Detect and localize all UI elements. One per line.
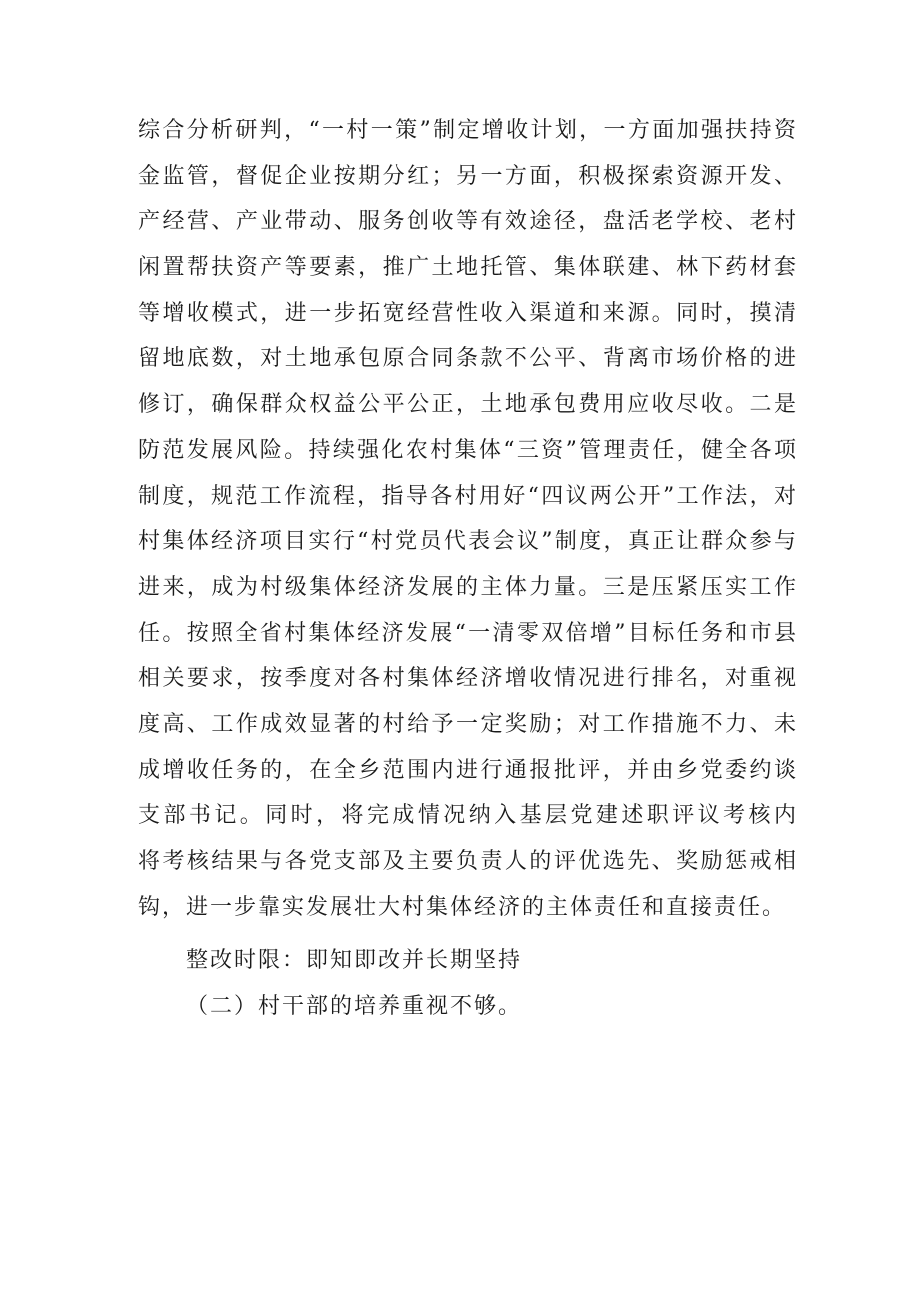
paragraph-line-13: 相关要求，按季度对各村集体经济增收情况进行排名，对重视	[138, 666, 798, 692]
paragraph-line-16: 支部书记。同时，将完成情况纳入基层党建述职评议考核内	[138, 803, 798, 829]
paragraph-line-10: 村集体经济项目实行“村党员代表会议”制度，真正让群众参与	[138, 529, 798, 555]
paragraph-line-14: 度高、工作成效显著的村给予一定奖励；对工作措施不力、未	[138, 711, 798, 737]
paragraph-line-17: 将考核结果与各党支部及主要负责人的评优选先、奖励惩戒相	[138, 849, 798, 874]
paragraph-line-8: 防范发展风险。持续强化农村集体“三资”管理责任，健全各项	[138, 437, 798, 463]
paragraph-line-5: 等增收模式，进一步拓宽经营性收入渠道和来源。同时，摸清	[138, 300, 798, 326]
paragraph-line-15: 成增收任务的，在全乡范围内进行通报批评，并由乡党委约谈	[138, 757, 798, 783]
paragraph-line-3: 产经营、产业带动、服务创收等有效途径，盘活老学校、老村	[138, 209, 798, 235]
paragraph-line-9: 制度，规范工作流程，指导各村用好“四议两公开”工作法，对	[138, 483, 798, 509]
paragraph-line-6: 留地底数，对土地承包原合同条款不公平、背离市场价格的进	[138, 346, 798, 372]
paragraph-line-12: 任。按照全省村集体经济发展“一清零双倍增”目标任务和市县	[138, 620, 798, 646]
paragraph-line-1: 综合分析研判，“一村一策”制定增收计划，一方面加强扶持资	[138, 118, 798, 143]
paragraph-line-4: 闲置帮扶资产等要素，推广土地托管、集体联建、林下药材套	[138, 255, 798, 281]
paragraph-line-18: 钩，进一步靠实发展壮大村集体经济的主体责任和直接责任。	[138, 894, 787, 920]
paragraph-line-7: 修订，确保群众权益公平公正，土地承包费用应收尽收。二是	[138, 392, 798, 418]
deadline-line: 整改时限：即知即改并长期坚持	[186, 948, 523, 974]
paragraph-line-11: 进来，成为村级集体经济发展的主体力量。三是压紧压实工作	[138, 574, 798, 600]
paragraph-line-2: 金监管，督促企业按期分红；另一方面，积极探索资源开发、	[138, 163, 798, 189]
section-heading: （二）村干部的培养重视不够。	[186, 994, 523, 1020]
document-body	[138, 108, 798, 1030]
